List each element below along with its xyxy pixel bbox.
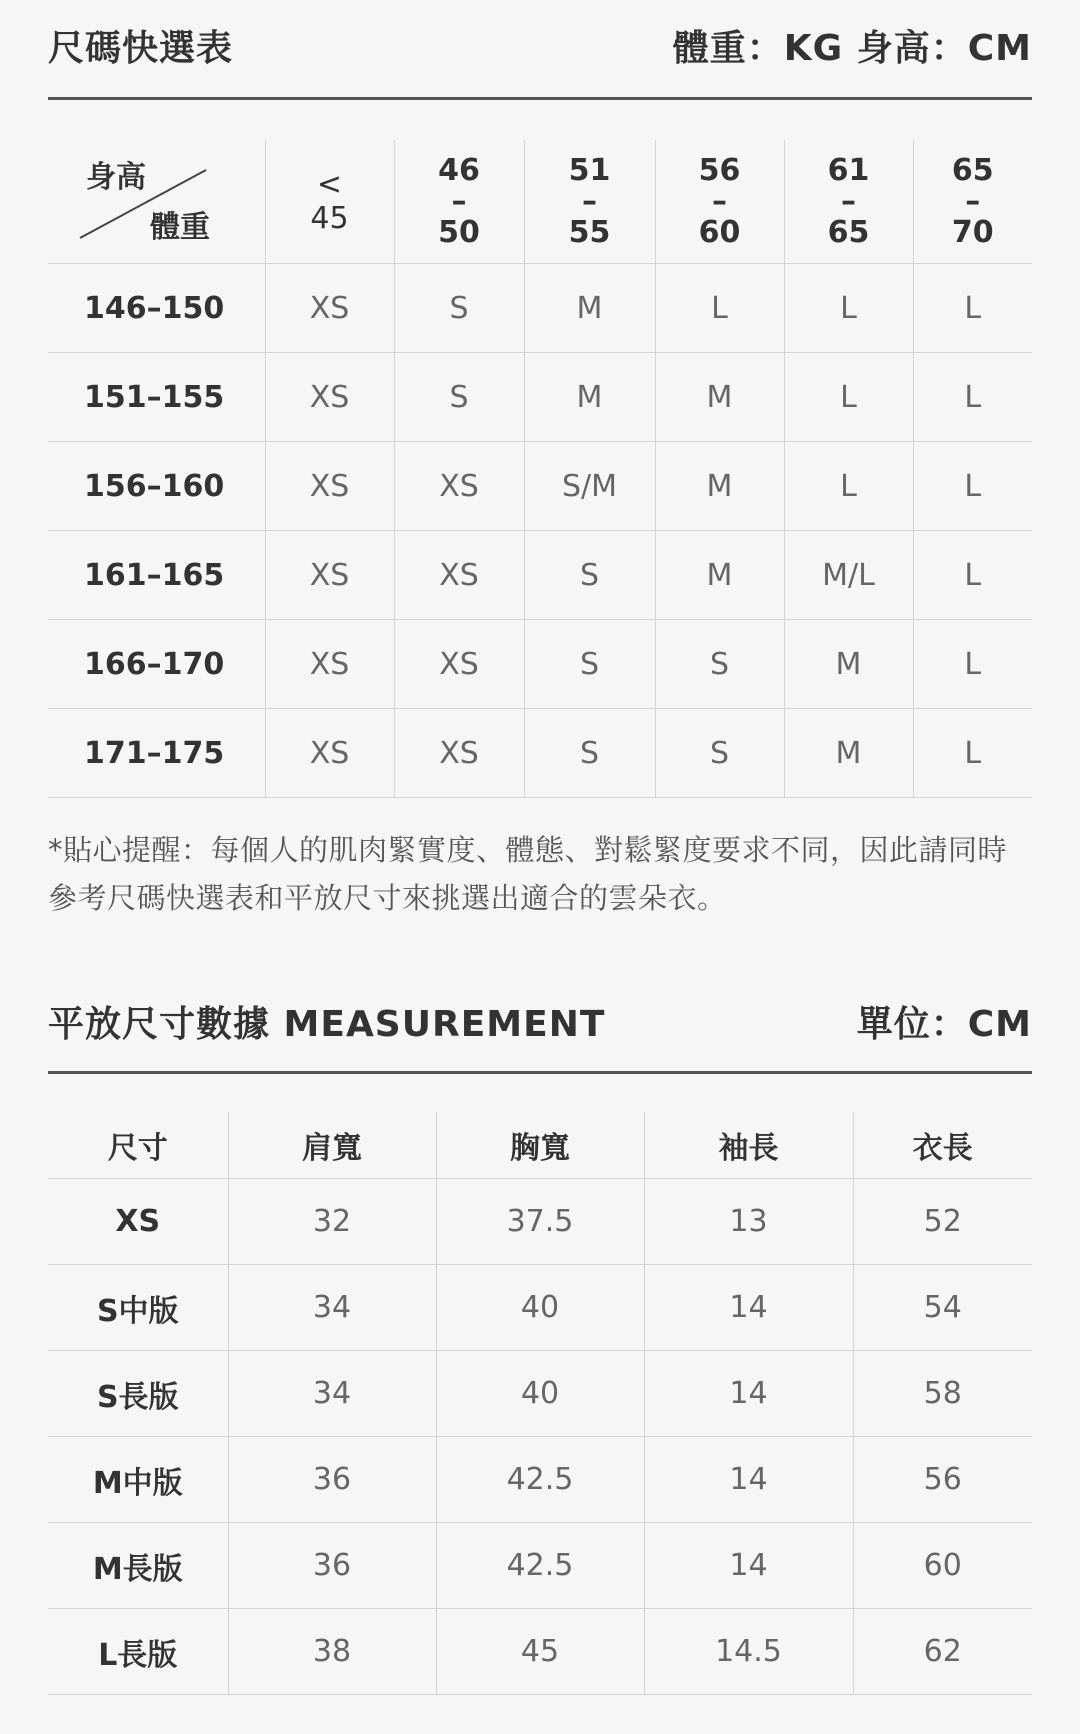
measurement-cell: 45 [436,1609,644,1695]
corner-cell [48,140,265,264]
measurement-cell: 14 [644,1265,853,1351]
measurement-cell: 34 [228,1351,436,1437]
size-chart-row [48,442,1032,531]
size-cell: XS [265,264,394,353]
weight-range-header: < 45 [265,140,394,264]
measurement-header [48,980,1032,1074]
measurement-cell: 36 [228,1523,436,1609]
measurement-cell: 60 [853,1523,1032,1609]
corner-label-weight: 體重 [150,210,210,245]
measurement-cell: 42.5 [436,1523,644,1609]
size-label-cell: S中版 [48,1265,228,1351]
measurement-cell: 36 [228,1437,436,1523]
measurement-cell: 14 [644,1523,853,1609]
height-range-cell: 171–175 [48,709,265,798]
measurement-cell: 32 [228,1179,436,1265]
size-cell: XS [265,353,394,442]
size-chart-row [48,531,1032,620]
size-cell: M [655,531,784,620]
weight-range-header: 56 – 60 [655,140,784,264]
measurement-row [48,1351,1032,1437]
measurement-cell: 42.5 [436,1437,644,1523]
fit-reminder-note [48,826,1032,922]
measurement-row [48,1523,1032,1609]
measurement-cell: 62 [853,1609,1032,1695]
size-cell: L [655,264,784,353]
height-range-cell: 166–170 [48,620,265,709]
size-cell: M [655,442,784,531]
height-range-cell: 156–160 [48,442,265,531]
size-chart-title: 尺碼快選表 [48,28,234,69]
size-cell: M/L [784,531,913,620]
size-label-cell: M長版 [48,1523,228,1609]
measurement-row [48,1179,1032,1265]
size-cell: L [913,264,1032,353]
size-cell: S [394,264,524,353]
size-cell: L [913,620,1032,709]
size-label-cell: M中版 [48,1437,228,1523]
size-cell: M [524,264,655,353]
measurement-cell: 14 [644,1437,853,1523]
size-chart-table [48,140,1032,798]
size-cell: S [655,709,784,798]
measurement-cell: 14.5 [644,1609,853,1695]
measurement-cell: 58 [853,1351,1032,1437]
measurement-title: 平放尺寸數據 MEASUREMENT [48,1004,606,1045]
size-chart-header [48,0,1032,100]
measurement-cell: 34 [228,1265,436,1351]
column-header-length: 衣長 [853,1112,1032,1179]
size-cell: L [784,442,913,531]
column-header-sleeve: 袖長 [644,1112,853,1179]
weight-range-header: 65 – 70 [913,140,1032,264]
size-cell: M [524,353,655,442]
measurement-table [48,1112,1032,1695]
column-header-shoulder: 肩寬 [228,1112,436,1179]
size-cell: S [524,709,655,798]
size-chart-row [48,620,1032,709]
size-chart-row [48,709,1032,798]
column-header-size: 尺寸 [48,1112,228,1179]
size-chart-header-row [48,140,1032,264]
height-range-cell: 151–155 [48,353,265,442]
measurement-cell: 37.5 [436,1179,644,1265]
note-line-2: 參考尺碼快選表和平放尺寸來挑選出適合的雲朵衣。 [48,881,727,915]
weight-range-header: 46 – 50 [394,140,524,264]
weight-range-header: 51 – 55 [524,140,655,264]
measurement-unit: 單位：CM [856,1004,1032,1045]
height-range-cell: 161–165 [48,531,265,620]
size-cell: L [913,709,1032,798]
measurement-cell: 13 [644,1179,853,1265]
size-cell: XS [394,442,524,531]
corner-label-height: 身高 [86,160,146,195]
size-cell: XS [265,620,394,709]
size-label-cell: XS [48,1179,228,1265]
size-cell: L [913,531,1032,620]
size-cell: XS [394,709,524,798]
measurement-row [48,1437,1032,1523]
size-cell: S [655,620,784,709]
measurement-cell: 54 [853,1265,1032,1351]
size-cell: S [524,531,655,620]
size-cell: M [784,620,913,709]
size-cell: L [913,353,1032,442]
size-chart-row [48,353,1032,442]
note-line-1: *貼心提醒：每個人的肌肉緊實度、體態、對鬆緊度要求不同，因此請同時 [48,833,1008,867]
size-cell: XS [394,620,524,709]
column-header-chest: 胸寬 [436,1112,644,1179]
size-cell: XS [265,531,394,620]
size-chart-row [48,264,1032,353]
size-cell: L [784,353,913,442]
weight-range-header: 61 – 65 [784,140,913,264]
measurement-row [48,1265,1032,1351]
page [48,0,1032,1673]
size-cell: L [784,264,913,353]
size-cell: S/M [524,442,655,531]
size-chart-unit: 體重：KG 身高：CM [672,28,1032,69]
measurement-cell: 38 [228,1609,436,1695]
measurement-cell: 40 [436,1351,644,1437]
size-cell: M [655,353,784,442]
measurement-cell: 56 [853,1437,1032,1523]
measurement-header-row [48,1112,1032,1179]
height-range-cell: 146–150 [48,264,265,353]
measurement-cell: 52 [853,1179,1032,1265]
measurement-cell: 40 [436,1265,644,1351]
size-cell: S [394,353,524,442]
size-label-cell: L長版 [48,1609,228,1695]
size-cell: S [524,620,655,709]
measurement-cell: 14 [644,1351,853,1437]
size-cell: M [784,709,913,798]
size-cell: XS [265,709,394,798]
size-cell: XS [394,531,524,620]
size-cell: XS [265,442,394,531]
size-label-cell: S長版 [48,1351,228,1437]
measurement-row [48,1609,1032,1695]
size-cell: L [913,442,1032,531]
